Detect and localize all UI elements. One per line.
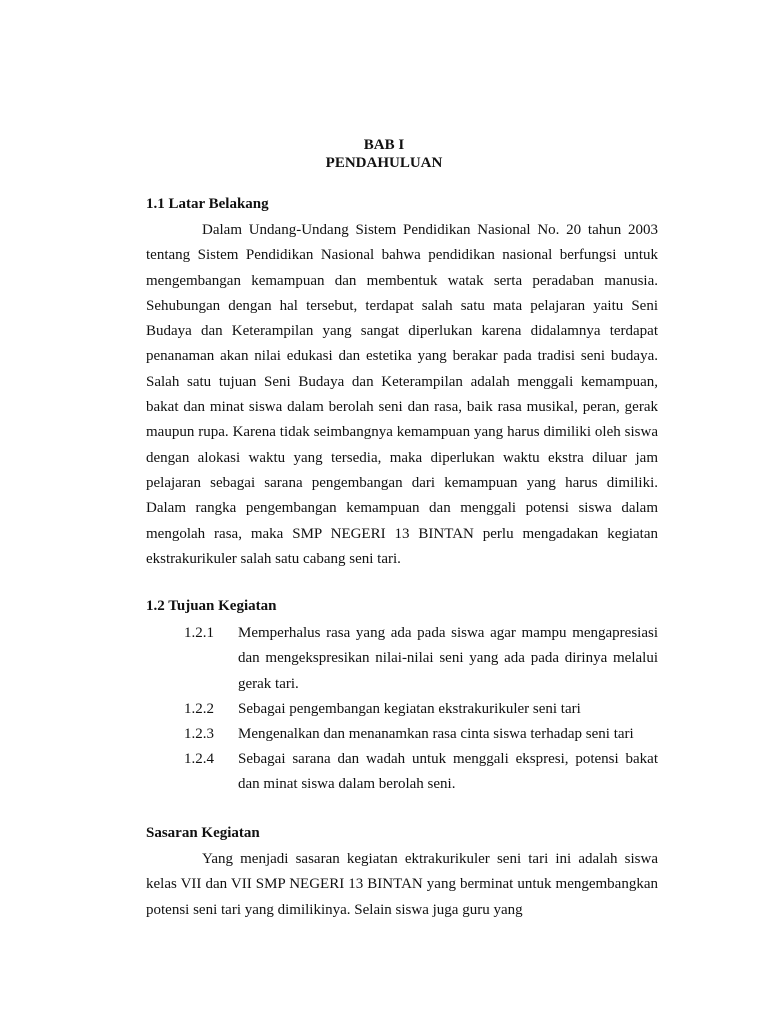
objective-number: 1.2.2: [184, 701, 214, 717]
chapter-number: BAB I: [363, 137, 405, 153]
objective-text: Sebagai pengembangan kegiatan ekstrakurikuler seni tari: [238, 701, 581, 717]
objective-text: Mengenalkan dan menanamkan rasa cinta siswa terhadap seni tari: [238, 726, 634, 742]
objective-number: 1.2.3: [184, 726, 214, 742]
paragraph-latar-belakang: Dalam Undang-Undang Sistem Pendidikan Nasional No. 20 tahun 2003 tentang Sistem Pendidikan Nasional bahwa pendidikan nasional berfungsi untuk mengembangan kemampuan dan membentuk watak serta peradaban manusia. Sehubungan dengan hal tersebut, terdapat salah satu mata pelajaran yaitu Seni Budaya dan Keterampilan yang sangat diperlukan karena didalamnya terdapat penanaman akan nilai edukasi dan estetika yang berakar pada tradisi seni budaya. Salah satu tujuan Seni Budaya dan Keterampilan adalah menggali kemampuan, bakat dan minat siswa dalam berolah seni dan rasa, baik rasa musikal, peran, gerak maupun rupa. Karena tidak seimbangnya kemampuan yang harus dimiliki oleh siswa dengan alokasi waktu yang tersedia, maka diperlukan waktu ekstra diluar jam pelajaran sebagai sarana pengembangan dari kemampuan yang harus dimiliki. Dalam rangka pengembangan kemampuan dan menggali potensi siswa dalam mengolah rasa, maka SMP NEGERI 13 BINTAN perlu mengadakan kegiatan ekstrakurikuler salah satu cabang seni tari.: [146, 222, 658, 567]
paragraph-sasaran-kegiatan: Yang menjadi sasaran kegiatan ektrakurikuler seni tari ini adalah siswa kelas VII dan VII SMP NEGERI 13 BINTAN yang berminat untuk mengembangkan potensi seni tari yang dimilikinya. Selain siswa juga guru yang: [146, 851, 658, 918]
objective-number: 1.2.4: [184, 751, 214, 767]
objective-text: Memperhalus rasa yang ada pada siswa agar mampu mengapresiasi dan mengekspresikan nilai-nilai seni yang ada pada dirinya melalui gerak tari.: [238, 625, 658, 692]
section-heading-latar-belakang: 1.1 Latar Belakang: [146, 196, 269, 212]
objective-number: 1.2.1: [184, 625, 214, 641]
section-heading-tujuan-kegiatan: 1.2 Tujuan Kegiatan: [146, 598, 277, 614]
objective-text: Sebagai sarana dan wadah untuk menggali ekspresi, potensi bakat dan minat siswa dalam berolah seni.: [238, 751, 658, 793]
section-heading-sasaran-kegiatan: Sasaran Kegiatan: [146, 825, 260, 841]
chapter-title: PENDAHULUAN: [325, 155, 443, 171]
